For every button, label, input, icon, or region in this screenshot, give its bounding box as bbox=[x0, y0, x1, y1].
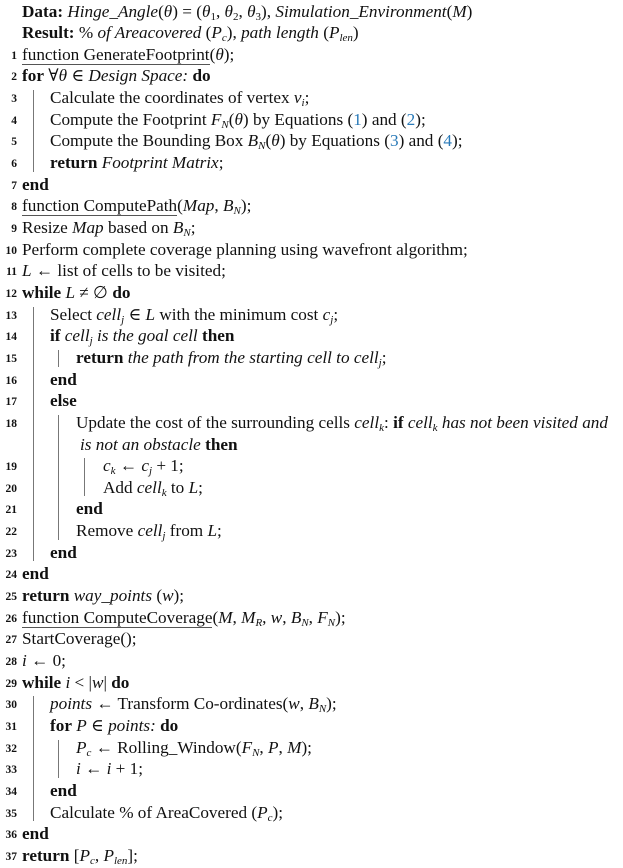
line-text: return [$P_c$, $P_{len}$]; bbox=[22, 845, 138, 867]
block-scope-line bbox=[58, 350, 59, 367]
line-number: 3 bbox=[11, 93, 17, 106]
line-number: 6 bbox=[11, 158, 17, 171]
line-number: 24 bbox=[5, 569, 17, 582]
line-text: return way_points (w); bbox=[22, 586, 185, 606]
line-number: 2 bbox=[11, 71, 17, 84]
line-text: $P_c$ ← $Rolling\_Window(F_N$, P, M); bbox=[76, 737, 312, 759]
line-text: Select cell$_j$ ∈ L with the minimum cost $c_j$; bbox=[50, 304, 339, 326]
line-text: points ← Transform Co-ordinates(w, $B_N$); bbox=[50, 694, 337, 716]
line-number: 29 bbox=[5, 677, 17, 690]
line-number: 10 bbox=[5, 244, 17, 257]
line-text: return the path from the starting cell to cell$_j$; bbox=[76, 347, 387, 369]
line-text: is not an obstacle then bbox=[80, 434, 238, 454]
line-text: Data: Hinge_Angle(θ) = ($\theta_1$, $\theta_2$, $\theta_3$), Simulation_Environment(M) bbox=[22, 1, 473, 23]
line-text: Resize Map based on $B_N$; bbox=[22, 218, 196, 239]
line-number: 15 bbox=[5, 352, 17, 365]
line-number: 11 bbox=[6, 266, 17, 279]
line-text: StartCoverage(); bbox=[22, 629, 137, 649]
line-text: function ComputeCoverage(M, $M_R$, w, $B_N$, $F_N$); bbox=[22, 607, 346, 629]
line-text: end bbox=[22, 174, 49, 194]
line-text: while L ≠ ∅ do bbox=[22, 282, 131, 302]
line-number: 18 bbox=[5, 417, 17, 430]
line-text: for P ∈ points: do bbox=[50, 715, 179, 735]
block-scope-line bbox=[58, 740, 59, 778]
block-scope-line bbox=[33, 307, 34, 562]
line-text: end bbox=[22, 564, 49, 584]
line-text: end bbox=[50, 542, 77, 562]
line-text: for ∀θ ∈ Design Space: do bbox=[22, 66, 211, 86]
line-number: 9 bbox=[11, 223, 17, 235]
line-number: 4 bbox=[11, 114, 17, 127]
line-number: 16 bbox=[5, 374, 17, 387]
block-scope-line bbox=[33, 90, 34, 172]
line-text: Remove cell$_j$ from L; bbox=[76, 521, 222, 543]
line-number: 30 bbox=[5, 699, 17, 712]
line-number: 25 bbox=[5, 591, 17, 604]
line-number: 26 bbox=[5, 612, 17, 625]
line-text: Calculate the coordinates of vertex $v_i$; bbox=[50, 88, 310, 110]
line-number: 12 bbox=[5, 287, 17, 300]
line-number: 34 bbox=[5, 785, 17, 798]
block-scope-line bbox=[58, 415, 59, 540]
line-number: 32 bbox=[5, 742, 17, 755]
line-number: 22 bbox=[5, 526, 17, 539]
line-number: 35 bbox=[5, 807, 17, 820]
line-number: 19 bbox=[5, 461, 17, 474]
line-number: 20 bbox=[5, 482, 17, 495]
line-text: end bbox=[50, 369, 77, 389]
line-number: 37 bbox=[5, 850, 17, 863]
line-number: 36 bbox=[5, 829, 17, 842]
line-text: i ← i + 1; bbox=[76, 759, 143, 779]
line-number: 7 bbox=[11, 179, 17, 192]
line-text: Compute the Footprint $F_N(\theta)$ by Equations (1) and (2); bbox=[50, 109, 426, 131]
line-number: 1 bbox=[11, 49, 17, 62]
line-text: Perform complete coverage planning using wavefront algorithm; bbox=[22, 239, 468, 259]
line-text: else bbox=[50, 391, 77, 411]
line-text: end bbox=[76, 499, 103, 519]
line-text: i ← 0; bbox=[22, 651, 66, 670]
line-text: end bbox=[22, 824, 49, 844]
line-number: 33 bbox=[5, 764, 17, 777]
line-number: 17 bbox=[5, 396, 17, 409]
block-scope-line bbox=[33, 696, 34, 821]
line-number: 5 bbox=[11, 136, 17, 149]
line-text: Result: % of Areacovered $(P_c)$, path length $(P_{len})$ bbox=[22, 23, 359, 45]
block-scope-line bbox=[84, 458, 85, 496]
line-number: 31 bbox=[5, 720, 17, 733]
line-text: Compute the Bounding Box $B_N(\theta)$ by Equations (3) and (4); bbox=[50, 131, 463, 153]
line-text: L ← list of cells to be visited; bbox=[22, 261, 226, 281]
line-number: 23 bbox=[5, 547, 17, 560]
line-text: function GenerateFootprint(θ); bbox=[22, 44, 235, 64]
line-number: 21 bbox=[5, 504, 17, 517]
line-number: 14 bbox=[5, 331, 17, 344]
line-text: if cell$_j$ is the goal cell then bbox=[50, 326, 235, 348]
line-text: function ComputePath(Map, $B_N$); bbox=[22, 196, 252, 218]
line-text: $c_k$ ← $c_j + 1$; bbox=[103, 456, 184, 478]
line-text: end bbox=[50, 780, 77, 800]
line-number: 13 bbox=[5, 309, 17, 322]
line-text: Add cell$_k$ to L; bbox=[103, 477, 203, 499]
line-number: 27 bbox=[5, 634, 17, 647]
line-number: 28 bbox=[5, 656, 17, 668]
line-number: 8 bbox=[11, 201, 17, 214]
line-text: Calculate % of AreaCovered $(P_c)$; bbox=[50, 802, 284, 824]
line-text: return Footprint Matrix; bbox=[50, 153, 224, 173]
line-text: while i < |w| do bbox=[22, 672, 130, 692]
line-text: Update the cost of the surrounding cells cell$_k$: if cell$_k$ has not been visited and bbox=[76, 412, 608, 434]
